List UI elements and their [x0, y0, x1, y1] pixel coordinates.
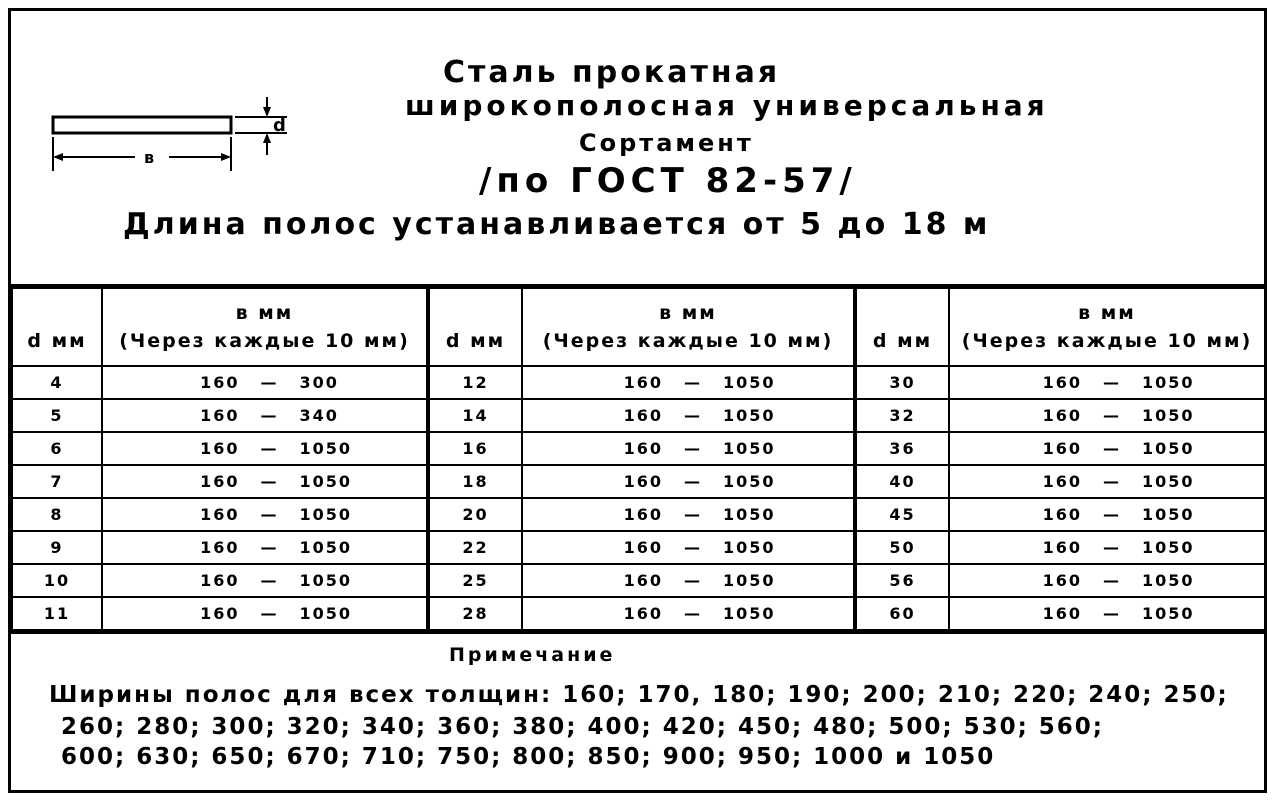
table-row: [12, 564, 1265, 597]
note-line-2: 260; 280; 300; 320; 340; 360; 380; 400; 420; 450; 480; 500; 530; 560;: [61, 714, 1105, 740]
width-range-cell: 160 — 1050: [522, 399, 855, 432]
thickness-cell: 40: [855, 465, 949, 498]
thickness-cell: 5: [12, 399, 102, 432]
width-range-cell: 160 — 1050: [949, 432, 1265, 465]
width-range-cell: 160 — 1050: [102, 597, 428, 630]
table-row: [12, 432, 1265, 465]
width-range-cell: 160 — 1050: [102, 465, 428, 498]
table-row: [12, 498, 1265, 531]
col-b-header: в мм (Через каждые 10 мм): [522, 288, 855, 366]
document-sheet: [8, 8, 1267, 793]
thickness-cell: 25: [428, 564, 522, 597]
table-row: [12, 366, 1265, 399]
thickness-cell: 8: [12, 498, 102, 531]
width-range-cell: 160 — 1050: [949, 465, 1265, 498]
title-line-3: Сортамент: [579, 129, 754, 157]
width-range-cell: 160 — 1050: [949, 564, 1265, 597]
document-header: [11, 11, 1264, 287]
thickness-cell: 16: [428, 432, 522, 465]
title-line-2: широкополосная универсальная: [405, 89, 1049, 122]
sketch-label-d: d: [273, 115, 286, 136]
thickness-cell: 7: [12, 465, 102, 498]
width-range-cell: 160 — 1050: [522, 498, 855, 531]
title-line-1: Сталь прокатная: [443, 55, 781, 90]
width-range-cell: 160 — 1050: [522, 564, 855, 597]
width-range-cell: 160 — 1050: [949, 399, 1265, 432]
sketch-label-b: в: [144, 148, 155, 167]
thickness-cell: 18: [428, 465, 522, 498]
table-row: [12, 465, 1265, 498]
col-d-header: d мм: [855, 288, 949, 366]
standard-reference: /по ГОСТ 82-57/: [479, 161, 857, 201]
width-range-cell: 160 — 1050: [522, 597, 855, 630]
note-title: Примечание: [449, 644, 616, 666]
width-range-cell: 160 — 1050: [522, 531, 855, 564]
table-row: [12, 531, 1265, 564]
width-range-cell: 160 — 1050: [102, 432, 428, 465]
width-range-cell: 160 — 1050: [949, 498, 1265, 531]
thickness-cell: 22: [428, 531, 522, 564]
width-range-cell: 160 — 1050: [102, 564, 428, 597]
thickness-cell: 50: [855, 531, 949, 564]
table-row: [12, 399, 1265, 432]
note-line-3: 600; 630; 650; 670; 710; 750; 800; 850; 900; 950; 1000 и 1050: [61, 744, 996, 770]
thickness-cell: 10: [12, 564, 102, 597]
width-range-cell: 160 — 300: [102, 366, 428, 399]
width-range-cell: 160 — 340: [102, 399, 428, 432]
width-range-cell: 160 — 1050: [522, 432, 855, 465]
thickness-cell: 20: [428, 498, 522, 531]
thickness-cell: 14: [428, 399, 522, 432]
width-range-cell: 160 — 1050: [102, 531, 428, 564]
thickness-cell: 56: [855, 564, 949, 597]
col-d-header: d мм: [12, 288, 102, 366]
thickness-cell: 60: [855, 597, 949, 630]
thickness-cell: 45: [855, 498, 949, 531]
thickness-cell: 30: [855, 366, 949, 399]
length-range-text: Длина полос устанавливается от 5 до 18 м: [123, 207, 991, 242]
table-header-row: [12, 288, 1265, 366]
width-range-cell: 160 — 1050: [522, 366, 855, 399]
strip-cross-section-sketch: [47, 93, 297, 173]
width-range-cell: 160 — 1050: [949, 366, 1265, 399]
width-range-cell: 160 — 1050: [949, 531, 1265, 564]
thickness-cell: 32: [855, 399, 949, 432]
width-range-cell: 160 — 1050: [522, 465, 855, 498]
col-d-header: d мм: [428, 288, 522, 366]
width-range-cell: 160 — 1050: [102, 498, 428, 531]
thickness-cell: 11: [12, 597, 102, 630]
table-row: [12, 597, 1265, 630]
assortment-table: [11, 287, 1266, 631]
note-line-1: Ширины полос для всех толщин: 160; 170, 180; 190; 200; 210; 220; 240; 250;: [49, 682, 1229, 708]
thickness-cell: 12: [428, 366, 522, 399]
col-b-header: в мм (Через каждые 10 мм): [102, 288, 428, 366]
note-section: [11, 631, 1264, 791]
thickness-cell: 4: [12, 366, 102, 399]
thickness-cell: 28: [428, 597, 522, 630]
thickness-cell: 9: [12, 531, 102, 564]
thickness-cell: 6: [12, 432, 102, 465]
width-range-cell: 160 — 1050: [949, 597, 1265, 630]
col-b-header: в мм (Через каждые 10 мм): [949, 288, 1265, 366]
thickness-cell: 36: [855, 432, 949, 465]
